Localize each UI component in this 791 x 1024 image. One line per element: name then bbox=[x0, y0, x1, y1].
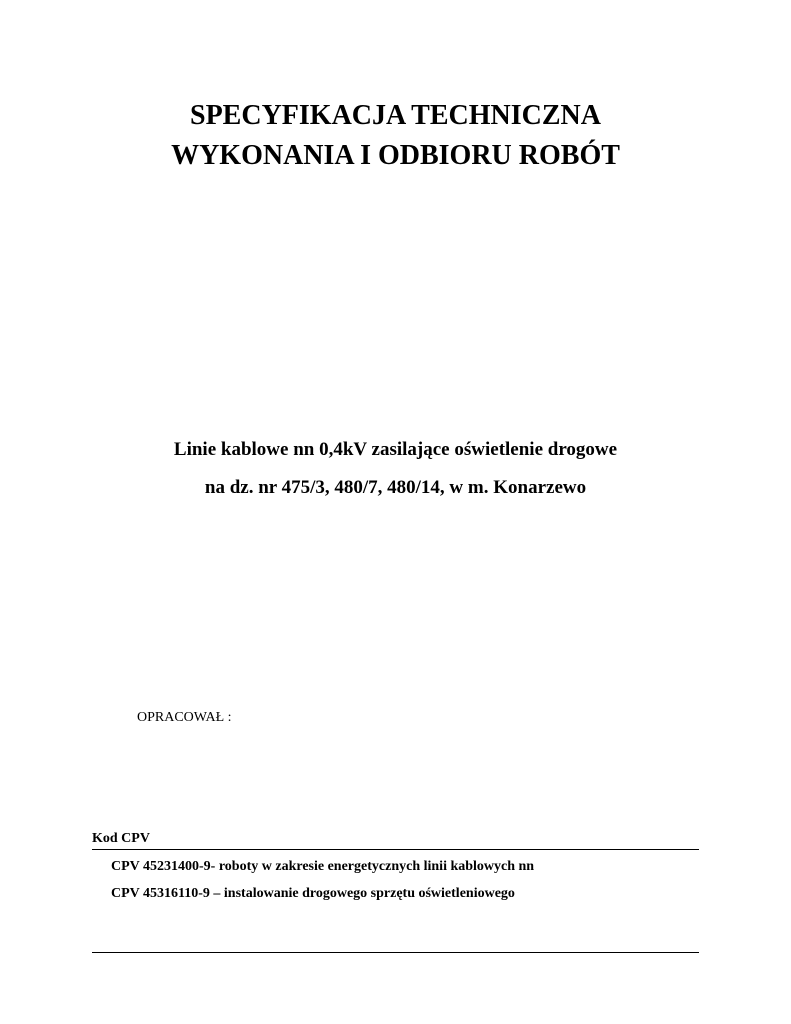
document-subject-line-2: na dz. nr 475/3, 480/7, 480/14, w m. Konarzewo bbox=[204, 477, 587, 498]
document-title-line-2: WYKONANIA I ODBIORU ROBÓT bbox=[171, 140, 620, 171]
document-title-line-1: SPECYFIKACJA TECHNICZNA bbox=[190, 100, 601, 131]
cpv-bottom-divider bbox=[92, 952, 699, 953]
cpv-code-item: CPV 45316110-9 – instalowanie drogowego sprzętu oświetleniowego bbox=[111, 886, 515, 901]
cpv-top-divider bbox=[92, 849, 699, 850]
cpv-section-heading: Kod CPV bbox=[92, 831, 150, 846]
document-subject-line-1: Linie kablowe nn 0,4kV zasilające oświetlenie drogowe bbox=[173, 439, 618, 460]
cpv-code-item: CPV 45231400-9- roboty w zakresie energetycznych linii kablowych nn bbox=[111, 859, 535, 874]
prepared-by-label: OPRACOWAŁ : bbox=[137, 710, 232, 725]
